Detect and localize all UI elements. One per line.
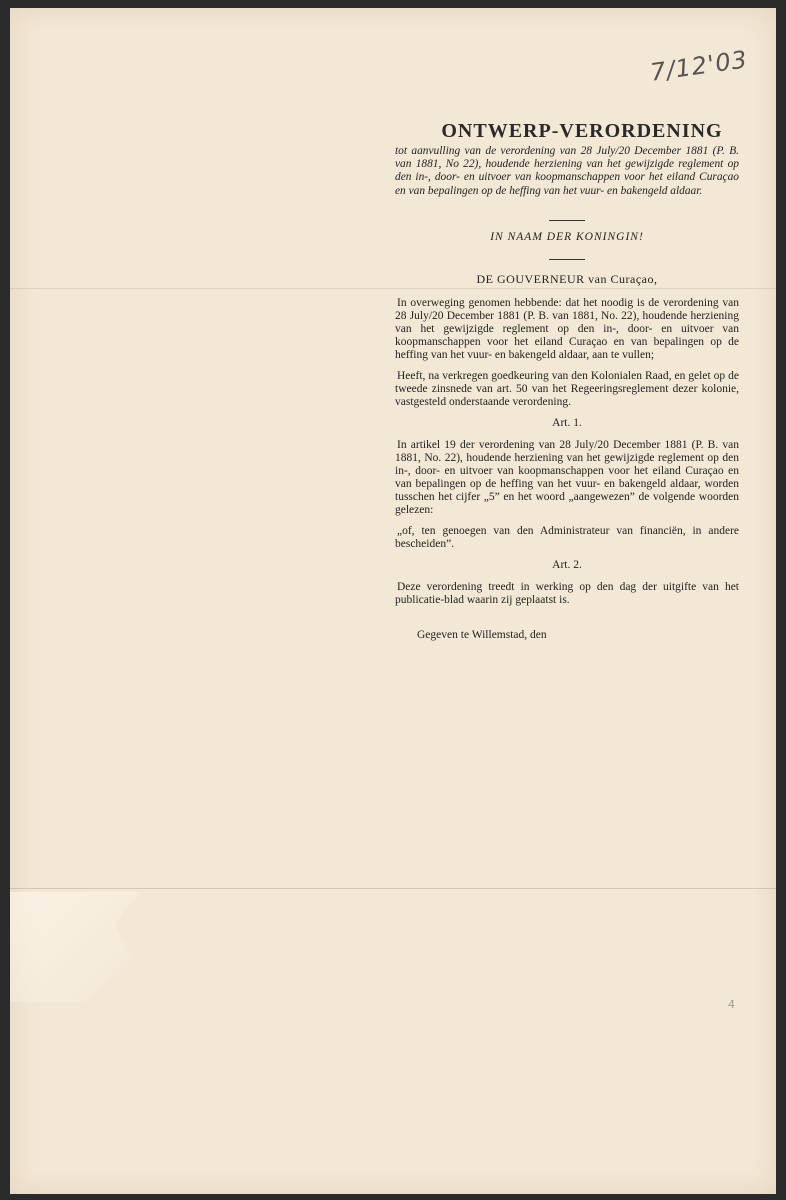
fold-line: [10, 888, 776, 889]
divider: [549, 259, 585, 260]
divider: [549, 220, 585, 221]
handwritten-date-note: 7/12'03: [648, 45, 750, 87]
paragraph-approval: Heeft, na verkregen goedkeuring van den Kolonialen Raad, en gelet op de tweede zinsnede van art. 50 van het Regeeringsreglement dezer kolonie, vastgesteld onderstaande verordening.: [395, 369, 739, 408]
given-at-line: Gegeven te Willemstad, den: [417, 628, 547, 641]
article-1-label: Art. 1.: [552, 416, 582, 429]
document-content: [395, 120, 739, 641]
page-mark: 4: [728, 998, 735, 1011]
paragraph-considering: In overweging genomen hebbende: dat het noodig is de verordening van 28 July/20 December 1881 (P. B. van 1881, No. 22), houdende herziening van het gewijzigde reglement op den in-, door- en uitvoer van koopmanschappen voor het eiland Curaçao en van bepalingen op de heffing van het vuur- en bakengeld aldaar, aan te vullen;: [395, 296, 739, 361]
article-1-quote: „of, ten genoegen van den Administrateur van financiën, in andere bescheiden”.: [395, 524, 739, 550]
torn-corner: [10, 892, 140, 1002]
article-2-text: Deze verordening treedt in werking op den dag der uitgifte van het publicatie-blad waarin zij geplaatst is.: [395, 580, 739, 606]
document-subtitle: tot aanvulling van de verordening van 28 July/20 December 1881 (P. B. van 1881, No 22), houdende herziening van het gewijzigde reglement op den in-, door- en uitvoer van koopmanschappen voor het eiland Curaçao en van bepalingen op de heffing van het vuur- en bakengeld aldaar.: [395, 145, 739, 197]
article-1-text: In artikel 19 der verordening van 28 July/20 December 1881 (P. B. van 1881, No. 22), houdende herziening van het gewijzigde reglement op den in-, door- en uitvoer van koopmanschappen voor het eiland Curaçao en van bepalingen op de heffing van het vuur- en bakengeld aldaar, worden tusschen het cijfer „5” en het woord „aangewezen” de volgende woorden gelezen:: [395, 438, 739, 516]
invocation: IN NAAM DER KONINGIN!: [490, 230, 644, 243]
document-title: ONTWERP-VERORDENING: [441, 120, 723, 142]
article-2-label: Art. 2.: [552, 558, 582, 571]
governor-heading: DE GOUVERNEUR van Curaçao,: [476, 271, 658, 286]
